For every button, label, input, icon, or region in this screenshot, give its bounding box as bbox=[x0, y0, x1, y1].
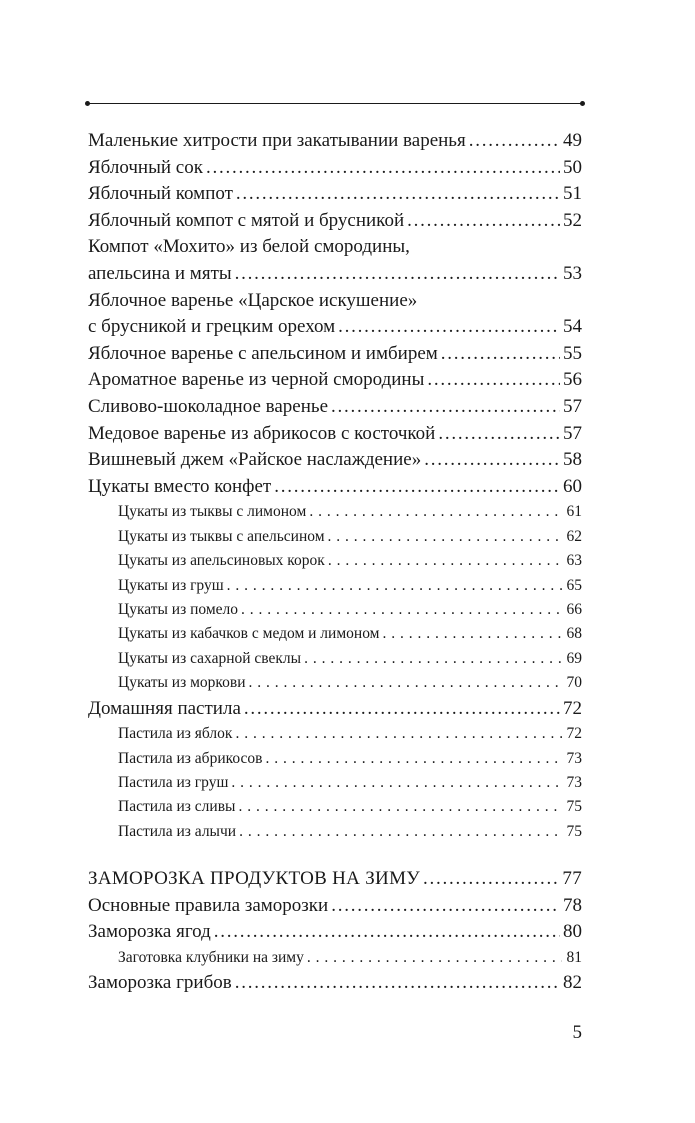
toc-entry-title: ЗАМОРОЗКА ПРОДУКТОВ НА ЗИМУ bbox=[88, 868, 421, 890]
toc-entry-page: 57 bbox=[563, 422, 582, 444]
dot-leader bbox=[331, 394, 560, 421]
toc-entry-page: 80 bbox=[563, 921, 582, 943]
toc-entry-page: 63 bbox=[566, 552, 582, 570]
dot-leader bbox=[244, 696, 560, 723]
toc-entry-page: 69 bbox=[566, 649, 582, 667]
toc-subentry[interactable] bbox=[88, 549, 582, 573]
toc-entry[interactable] bbox=[88, 394, 582, 421]
dot-leader bbox=[424, 447, 560, 474]
toc-entry-title: Цукаты из апельсиновых корок bbox=[118, 552, 325, 570]
toc-entry-title: Маленькие хитрости при закатывании варенья bbox=[88, 130, 466, 151]
toc-entry-page: 55 bbox=[563, 342, 582, 364]
dot-leader bbox=[235, 722, 561, 746]
toc-entry[interactable] bbox=[88, 893, 582, 920]
toc-entry-title: Пастила из алычи bbox=[118, 822, 237, 840]
toc-entry-title: Цукаты вместо конфет bbox=[88, 475, 272, 497]
toc-entry[interactable] bbox=[88, 128, 582, 155]
toc-entry[interactable] bbox=[88, 367, 582, 394]
toc-entry-title: Ароматное варенье из черной смородины bbox=[88, 369, 425, 391]
toc-subentry[interactable] bbox=[88, 622, 582, 646]
toc-entry-title: Яблочное варенье с апельсином и имбирем bbox=[88, 342, 438, 364]
toc-entry-page: 60 bbox=[563, 475, 582, 497]
toc-entry-title: Цукаты из тыквы с лимоном bbox=[118, 503, 307, 521]
toc-entry-page: 52 bbox=[563, 209, 582, 231]
toc-entry-page: 77 bbox=[562, 868, 582, 890]
toc-entry-page: 54 bbox=[563, 316, 582, 338]
toc-entry-page: 58 bbox=[563, 449, 582, 471]
toc-entry-title: Цукаты из груш bbox=[118, 576, 224, 594]
toc-entry-title: Яблочный компот bbox=[88, 183, 233, 205]
toc-entry-title: Цукаты из сахарной свеклы bbox=[118, 649, 302, 667]
toc-entry[interactable] bbox=[88, 447, 582, 474]
toc-subentry[interactable] bbox=[88, 500, 582, 524]
toc-entry-page: 72 bbox=[563, 697, 582, 719]
dot-leader bbox=[238, 795, 561, 819]
toc-subentry[interactable] bbox=[88, 598, 582, 622]
toc-entry-title-line1: Яблочное варенье «Царское искушение» bbox=[88, 289, 418, 311]
toc-entry[interactable] bbox=[88, 919, 582, 946]
toc-entry-page: 53 bbox=[563, 262, 582, 284]
toc-entry-title: Пастила из груш bbox=[118, 773, 229, 791]
toc-subentry[interactable] bbox=[88, 946, 582, 970]
dot-leader bbox=[227, 574, 562, 598]
toc-entry-title: апельсина и мяты bbox=[88, 262, 232, 284]
toc-entry-page: 66 bbox=[566, 600, 582, 618]
dot-leader bbox=[328, 525, 562, 549]
dot-leader bbox=[214, 919, 560, 946]
toc-entry-title: с брусникой и грецким орехом bbox=[88, 316, 336, 338]
toc-entry-title: Цукаты из кабачков с медом и лимоном bbox=[118, 625, 380, 643]
toc-entry-page: 75 bbox=[566, 798, 582, 816]
toc-entry[interactable] bbox=[88, 474, 582, 501]
toc-entry-page: 62 bbox=[566, 527, 582, 545]
toc-subentry[interactable] bbox=[88, 671, 582, 695]
section-gap bbox=[88, 844, 582, 866]
dot-leader bbox=[206, 155, 560, 182]
toc-entry[interactable] bbox=[88, 696, 582, 723]
toc-entry-page: 70 bbox=[566, 674, 582, 692]
toc-entry-title: Вишневый джем «Райское наслаждение» bbox=[88, 449, 422, 471]
toc-entry-page: 57 bbox=[563, 395, 582, 417]
toc-entry-page: 73 bbox=[566, 773, 582, 791]
dot-leader bbox=[382, 622, 561, 646]
toc-entry-title: Заморозка грибов bbox=[88, 972, 232, 994]
toc-entry[interactable] bbox=[88, 341, 582, 368]
toc-entry-page: 61 bbox=[566, 503, 582, 521]
toc-entry-title: Заморозка ягод bbox=[88, 921, 211, 943]
toc-entry-page: 82 bbox=[563, 972, 582, 994]
toc-entry-page: 50 bbox=[563, 156, 582, 178]
toc-entry-title: Цукаты из помело bbox=[118, 600, 238, 618]
dot-leader bbox=[309, 500, 561, 524]
toc-entry-title: Цукаты из тыквы с апельсином bbox=[118, 527, 325, 545]
toc-entry-title: Цукаты из моркови bbox=[118, 674, 246, 692]
toc-entry-title-line1: Компот «Мохито» из белой смородины, bbox=[88, 236, 410, 258]
toc-subentry[interactable] bbox=[88, 525, 582, 549]
dot-leader bbox=[469, 128, 560, 155]
toc-entry-page: 81 bbox=[566, 948, 582, 966]
dot-leader bbox=[265, 747, 561, 771]
toc-entry-title: Яблочный сок bbox=[88, 156, 203, 178]
dot-leader bbox=[407, 208, 560, 235]
toc-entry-page: 65 bbox=[566, 576, 582, 594]
toc-subentry[interactable] bbox=[88, 747, 582, 771]
toc-entry-page: 72 bbox=[566, 725, 582, 743]
dot-leader bbox=[438, 421, 560, 448]
toc-entry-page: 75 bbox=[566, 822, 582, 840]
toc-subentry[interactable] bbox=[88, 574, 582, 598]
dot-leader bbox=[241, 598, 562, 622]
dot-leader bbox=[239, 820, 561, 844]
dot-leader bbox=[331, 893, 560, 920]
dot-leader bbox=[235, 261, 560, 288]
dot-leader bbox=[427, 367, 560, 394]
toc-entry[interactable] bbox=[88, 970, 582, 997]
dot-leader bbox=[249, 671, 562, 695]
toc-entry[interactable] bbox=[88, 421, 582, 448]
dot-leader bbox=[236, 181, 560, 208]
toc-entry-title: Домашняя пастила bbox=[88, 697, 241, 719]
table-of-contents bbox=[88, 128, 582, 997]
toc-entry[interactable] bbox=[88, 208, 582, 235]
dot-leader bbox=[304, 647, 561, 671]
header-rule bbox=[88, 103, 582, 104]
dot-leader bbox=[235, 970, 560, 997]
toc-entry-page: 78 bbox=[563, 894, 582, 916]
dot-leader bbox=[231, 771, 561, 795]
dot-leader bbox=[328, 549, 562, 573]
dot-leader bbox=[441, 341, 560, 368]
toc-entry-title: Медовое варенье из абрикосов с косточкой bbox=[88, 422, 436, 444]
toc-subentry[interactable] bbox=[88, 795, 582, 819]
toc-subentry[interactable] bbox=[88, 820, 582, 844]
dot-leader bbox=[423, 866, 559, 893]
toc-entry[interactable] bbox=[88, 866, 582, 893]
toc-entry[interactable] bbox=[88, 181, 582, 208]
toc-entry-page: 56 bbox=[563, 369, 582, 391]
dot-leader bbox=[338, 314, 560, 341]
toc-entry-title: Сливово-шоколадное варенье bbox=[88, 395, 328, 417]
toc-entry-title: Основные правила заморозки bbox=[88, 894, 329, 916]
dot-leader bbox=[274, 474, 560, 501]
toc-entry-page: 49 bbox=[563, 130, 582, 151]
page-number: 5 bbox=[572, 1022, 582, 1043]
toc-entry-title: Пастила из абрикосов bbox=[118, 749, 263, 767]
toc-entry-title: Пастила из яблок bbox=[118, 725, 233, 743]
toc-entry[interactable] bbox=[88, 234, 582, 287]
toc-subentry[interactable] bbox=[88, 647, 582, 671]
toc-entry-title: Заготовка клубники на зиму bbox=[118, 948, 304, 966]
toc-entry[interactable] bbox=[88, 155, 582, 182]
toc-subentry[interactable] bbox=[88, 771, 582, 795]
toc-entry-page: 51 bbox=[563, 183, 582, 205]
toc-entry-title: Яблочный компот с мятой и брусникой bbox=[88, 209, 405, 231]
toc-entry-title: Пастила из сливы bbox=[118, 798, 236, 816]
toc-subentry[interactable] bbox=[88, 722, 582, 746]
toc-entry[interactable] bbox=[88, 288, 582, 341]
toc-entry-page: 68 bbox=[566, 625, 582, 643]
toc-entry-page: 73 bbox=[566, 749, 582, 767]
dot-leader bbox=[307, 946, 562, 970]
